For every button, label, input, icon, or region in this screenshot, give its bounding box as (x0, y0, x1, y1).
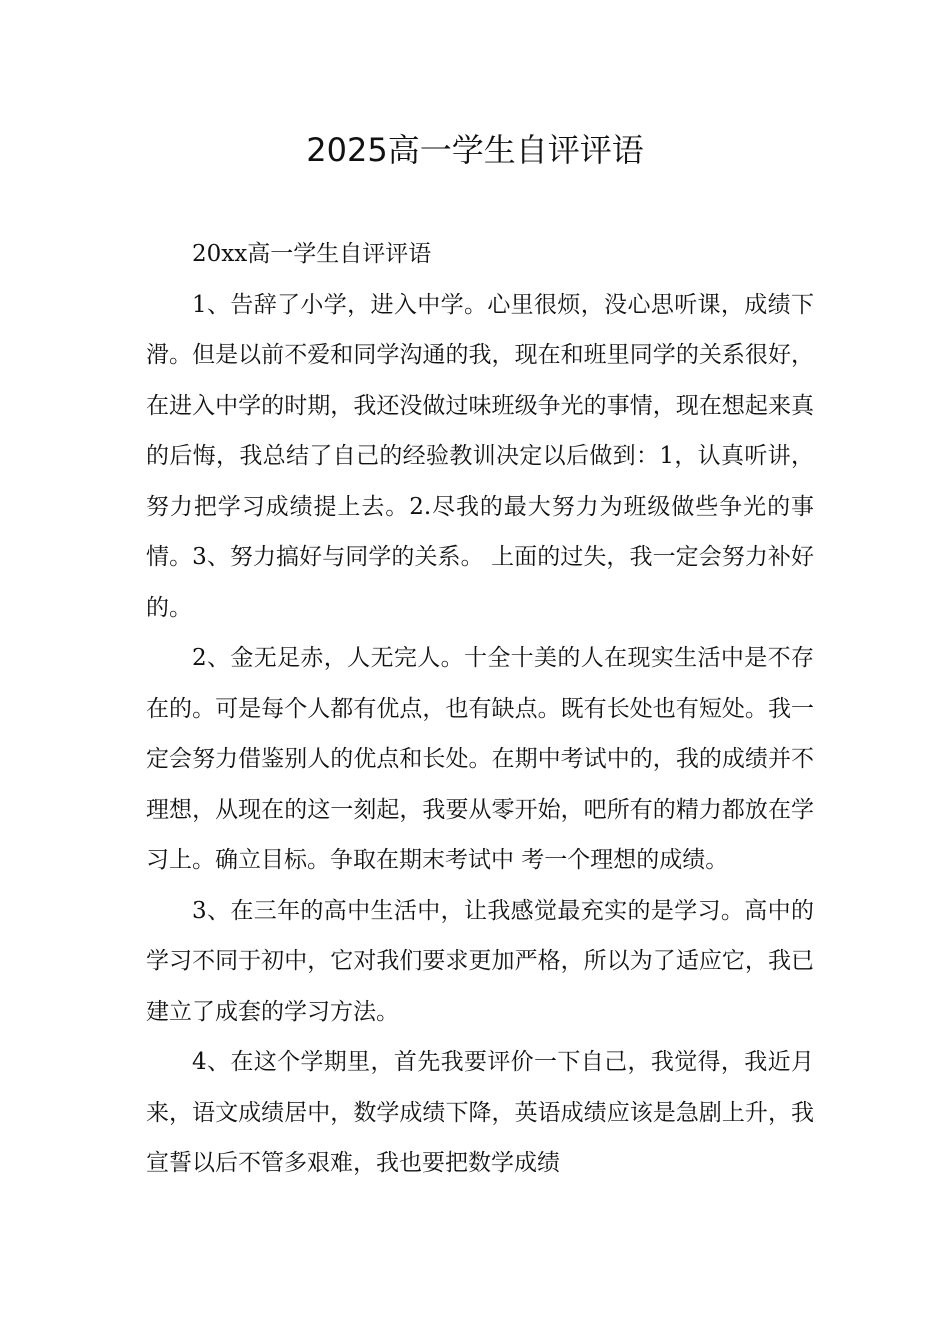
document-body (146, 229, 814, 1189)
paragraph-2: 2、金无足赤，人无完人。十全十美的人在现实生活中是不存在的。可是每个人都有优点，也有缺点。既有长处也有短处。我一定会努力借鉴别人的优点和长处。在期中考试中的，我的成绩并不理想，从现在的这一刻起，我要从零开始，吧所有的精力都放在学习上。确立目标。争取在期末考试中 考一个理想的成绩。 (146, 645, 814, 873)
paragraph-1: 1、告辞了小学，进入中学。心里很烦，没心思听课，成绩下滑。但是以前不爱和同学沟通的我，现在和班里同学的关系很好，在进入中学的时期，我还没做过味班级争光的事情，现在想起来真的后悔，我总结了自己的经验教训决定以后做到：1，认真听讲，努力把学习成绩提上去。2.尽我的最大努力为班级做些争光的事情。3、努力搞好与同学的关系。 上面的过失，我一定会努力补好的。 (146, 291, 814, 621)
paragraph-4: 4、在这个学期里，首先我要评价一下自己，我觉得，我近月来，语文成绩居中，数学成绩下降，英语成绩应该是急剧上升，我宣誓以后不管多艰难，我也要把数学成绩 (146, 1049, 814, 1176)
document-title: 2025高一学生自评评语 (306, 131, 644, 169)
paragraph-subtitle: 20xx高一学生自评评语 (192, 241, 432, 267)
paragraph-3: 3、在三年的高中生活中，让我感觉最充实的是学习。高中的学习不同于初中，它对我们要求更加严格，所以为了适应它，我已建立了成套的学习方法。 (146, 897, 814, 1025)
